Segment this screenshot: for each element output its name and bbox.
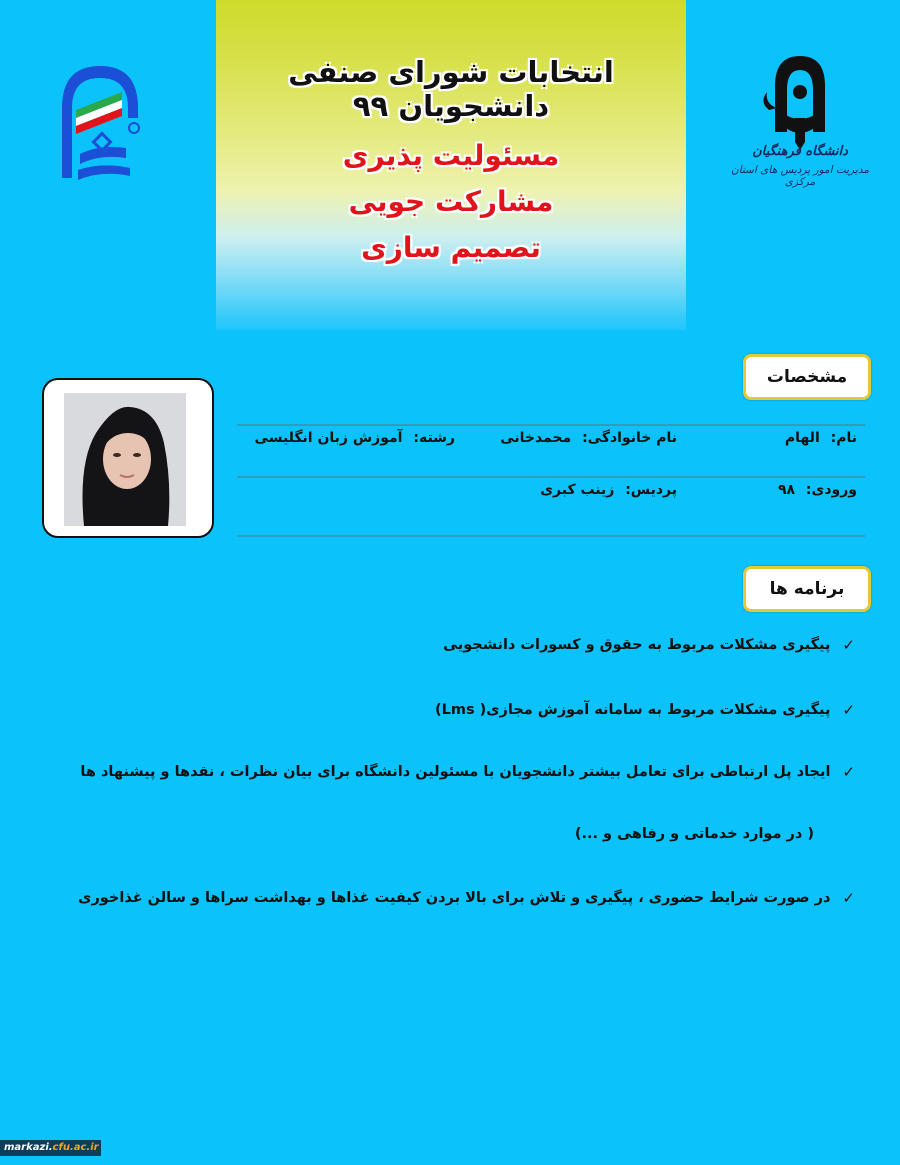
farhangian-university-logo: [725, 52, 875, 192]
poster-title: انتخابات شورای صنفی دانشجویان ۹۹: [288, 55, 614, 123]
watermark-domain: cfu.ac.ir: [52, 1142, 99, 1153]
info-divider-bottom: [237, 535, 865, 537]
student-council-logo: [50, 58, 150, 188]
major-value: آموزش زبان انگلیسی: [254, 430, 403, 446]
program-text: پیگیری مشکلات مربوط به حقوق و کسورات دانشجویی: [443, 637, 831, 653]
council-emblem-icon: [50, 58, 150, 188]
program-item-2: [435, 701, 855, 719]
entry-year-value: ۹۸: [777, 482, 796, 498]
site-watermark: [0, 1140, 101, 1156]
candidate-photo-frame: [42, 378, 214, 538]
check-icon: ✓: [842, 701, 855, 719]
program-item-4: [78, 889, 855, 907]
check-icon: ✓: [842, 889, 855, 907]
info-divider-middle: [237, 476, 865, 478]
program-item-3-continuation: ( در موارد خدماتی و رفاهی و ...): [574, 826, 814, 842]
info-row-2: [237, 482, 865, 508]
program-text: در صورت شرایط حضوری ، پیگیری و تلاش برای بالا بردن کیفیت غذاها و بهداشت سراها و سالن غذاخوری: [78, 890, 831, 906]
program-text: ایجاد پل ارتباطی برای تعامل بیشتر دانشجویان با مسئولین دانشگاه برای بیان نظرات ، نقدها و پیشنهاد ها: [80, 764, 831, 780]
header-banner: [216, 0, 686, 330]
profile-section-label: مشخصات: [743, 354, 871, 400]
last-name-value: محمدخانی: [500, 430, 572, 446]
info-row-1: [237, 430, 865, 456]
last-name-label: نام خانوادگی:: [582, 430, 677, 446]
university-subtitle: مدیریت امور پردیس های استان مرکزی: [731, 164, 869, 188]
first-name-value: الهام: [784, 430, 820, 446]
major-label: رشته:: [413, 430, 455, 446]
check-icon: ✓: [842, 763, 855, 781]
portrait-icon: [64, 393, 186, 526]
campus-field: [540, 482, 677, 498]
program-text: پیگیری مشکلات مربوط به سامانه آموزش مجازی( Lms): [434, 702, 831, 718]
last-name-field: [500, 430, 677, 446]
university-emblem-icon: [725, 52, 875, 152]
program-item-1: [443, 636, 855, 654]
major-field: [255, 430, 455, 446]
campus-label: پردیس:: [625, 482, 677, 498]
slogan-responsibility: مسئولیت پذیری: [342, 139, 560, 172]
program-item-3: [80, 763, 855, 781]
entry-year-field: [778, 482, 857, 498]
candidate-photo: [64, 393, 186, 526]
check-icon: ✓: [842, 636, 855, 654]
slogan-list: [216, 133, 686, 271]
programs-section-label: برنامه ها: [743, 566, 871, 612]
campus-value: زینب کبری: [540, 482, 615, 498]
first-name-field: [785, 430, 857, 446]
slogan-decision-making: تصمیم سازی: [361, 231, 541, 264]
info-divider-top: [237, 424, 865, 426]
university-name: دانشگاه فرهنگیان: [752, 144, 848, 159]
entry-year-label: ورودی:: [805, 482, 857, 498]
first-name-label: نام:: [830, 430, 857, 446]
slogan-participation: مشارکت جویی: [348, 185, 554, 218]
watermark-prefix: markazi.: [4, 1142, 53, 1153]
